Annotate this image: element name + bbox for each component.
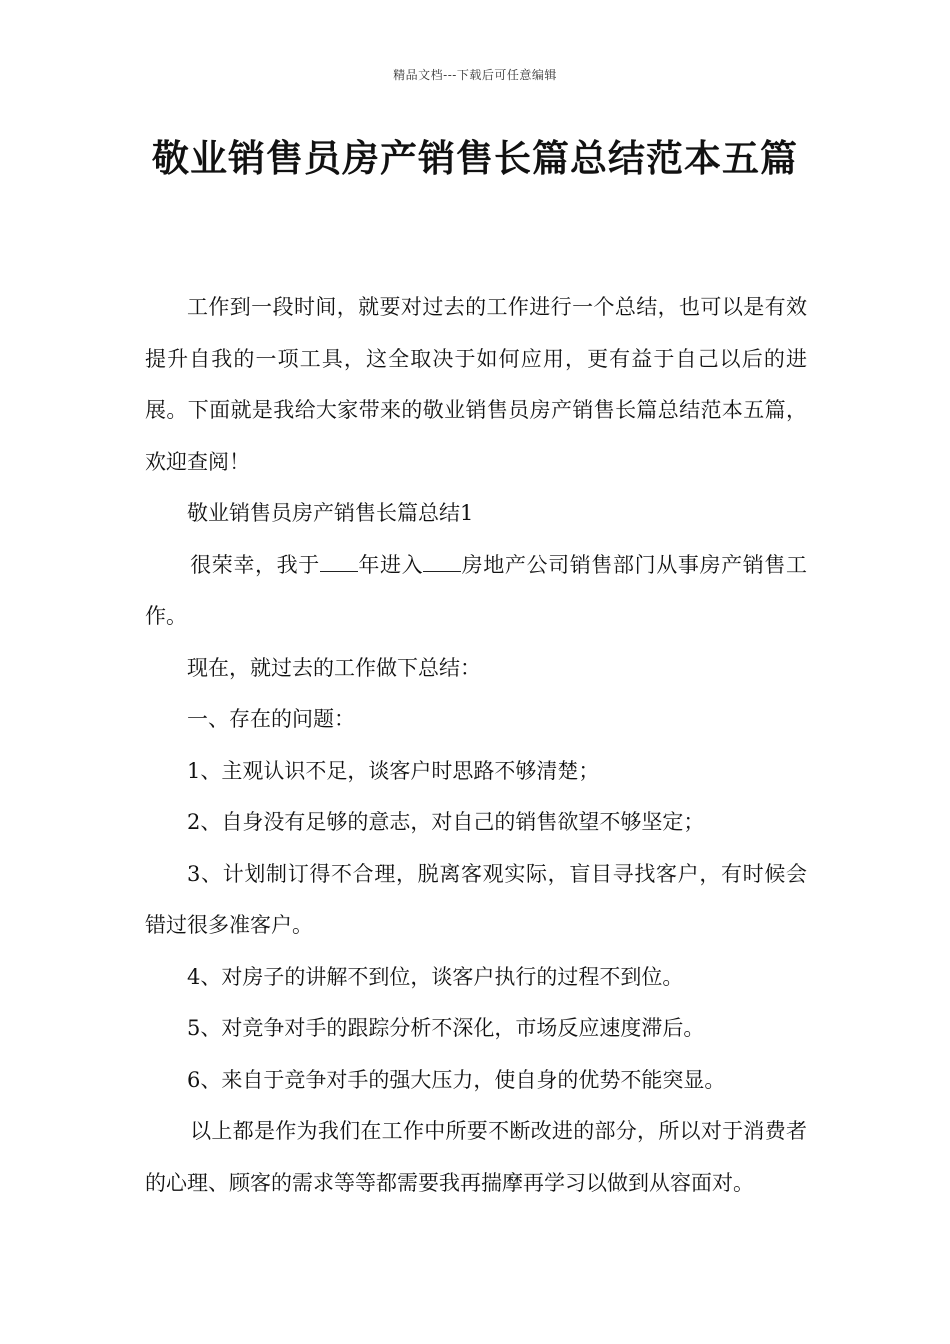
- opening-text-1: 很荣幸，我于: [190, 552, 320, 577]
- problem-item: 6、来自于竞争对手的强大压力，使自身的优势不能突显。: [187, 1067, 726, 1092]
- problem-item: 3、计划制订得不合理，脱离客观实际，盲目寻找客户，有时候会错过很多准客户。: [145, 861, 807, 937]
- intro-paragraph: 工作到一段时间，就要对过去的工作进行一个总结，也可以是有效提升自我的一项工具，这全取决于如何应用，更有益于自己以后的进展。下面就是我给大家带来的敬业销售员房产销售长篇总结范本五篇，欢迎查阅！: [145, 295, 807, 474]
- problem-item: 4、对房子的讲解不到位，谈客户执行的过程不到位。: [187, 964, 684, 989]
- problem-item: 2、自身没有足够的意志，对自己的销售欲望不够坚定；: [187, 810, 705, 834]
- problems-heading: 一、存在的问题：: [187, 707, 355, 731]
- summary-lead: 现在，就过去的工作做下总结：: [187, 655, 481, 680]
- header-note: 精品文档---下载后可任意编辑: [393, 68, 557, 82]
- opening-text-2: 年进入: [357, 552, 424, 577]
- conclusion-paragraph: 以上都是作为我们在工作中所要不断改进的部分，所以对于消费者的心理、顾客的需求等等都需要我再揣摩再学习以做到从容面对。: [145, 1119, 807, 1195]
- opening-text-3: 房地产公司销售部门从事房产销售工作。: [145, 552, 808, 628]
- opening-paragraph: [145, 540, 807, 643]
- section-heading: 敬业销售员房产销售长篇总结1: [187, 501, 474, 525]
- document-body: [145, 282, 807, 1209]
- problem-item: 1、主观认识不足，谈客户时思路不够清楚；: [187, 758, 600, 783]
- company-blank: [423, 548, 461, 571]
- year-blank: [320, 548, 358, 571]
- document-title: 敬业销售员房产销售长篇总结范本五篇: [152, 137, 798, 180]
- problem-item: 5、对竞争对手的跟踪分析不深化，市场反应速度滞后。: [187, 1016, 705, 1040]
